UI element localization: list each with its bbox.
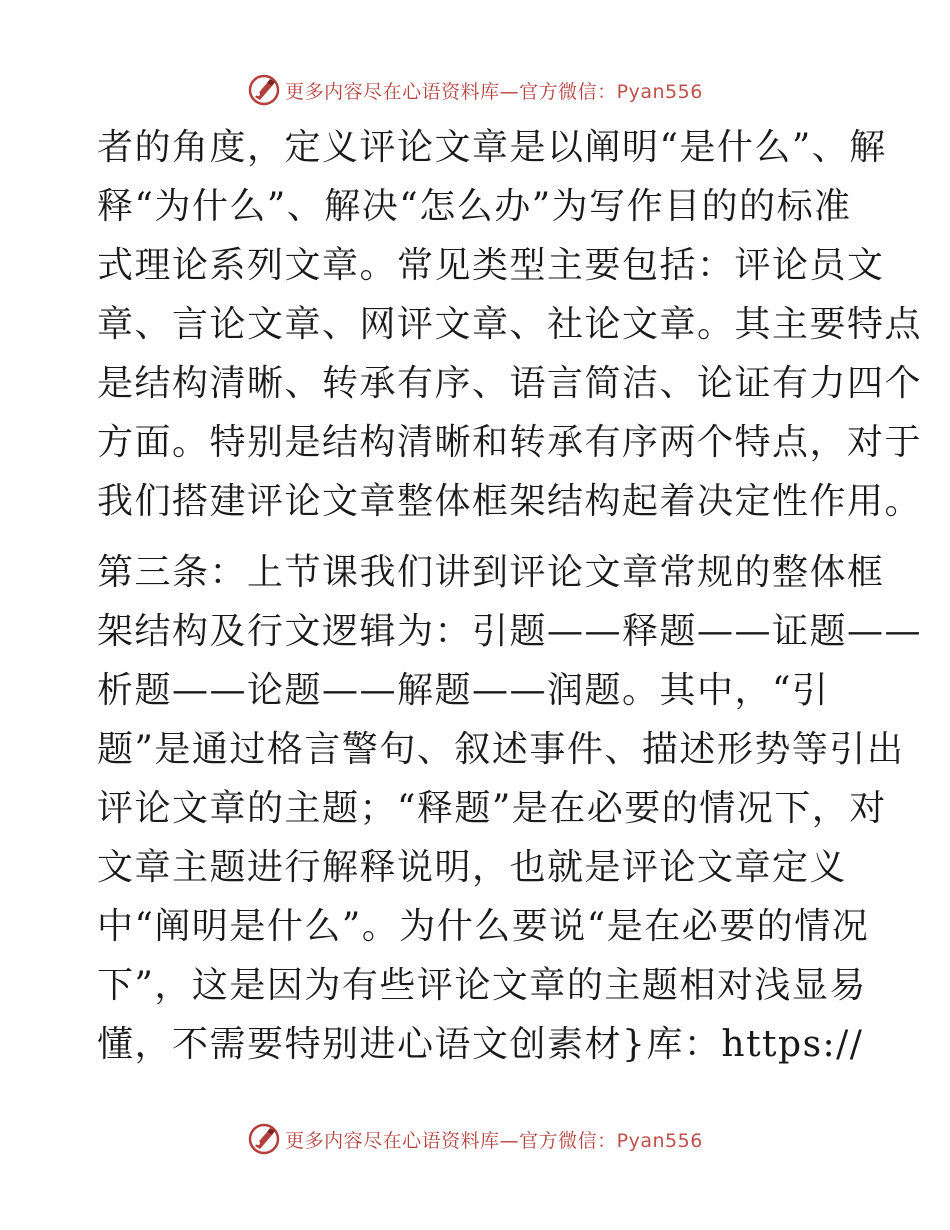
text-line: 章、言论文章、网评文章、社论文章。其主要特点 <box>97 304 923 345</box>
text-line: 我们搭建评论文章整体框架结构起着决定性作用。 <box>97 481 923 522</box>
paragraph-gap <box>97 531 857 543</box>
text-line: 评论文章的主题；“释题”是在必要的情况下，对 <box>97 788 887 829</box>
text-line: 释“为什么”、解决“怎么办”为写作目的的标准 <box>97 186 852 227</box>
text-line: 式理论系列文章。常见类型主要包括：评论员文 <box>97 245 885 286</box>
header-banner <box>0 70 950 110</box>
banner-wechat-id: Pyan556 <box>616 1129 703 1152</box>
text-line: 是结构清晰、转承有序、语言简洁、论证有力四个 <box>97 363 923 404</box>
text-line: 中“阐明是什么”。为什么要说“是在必要的情况 <box>97 906 870 947</box>
text-line: 题”是通过格言警句、叙述事件、描述形势等引出 <box>97 729 905 770</box>
banner-main-text: 更多内容尽在心语资料库—官方微信： <box>285 80 617 103</box>
text-line: 文章主题进行解释说明，也就是评论文章定义 <box>97 847 848 888</box>
pen-nib-logo-icon <box>247 1122 281 1156</box>
paragraph-2 <box>97 543 923 1074</box>
text-line: 架结构及行文逻辑为：引题——释题——证题—— <box>97 611 923 652</box>
banner-text <box>285 77 703 104</box>
text-line: 懂，不需要特别进心语文创素材}库：https:// <box>97 1024 864 1065</box>
text-line: 下”，这是因为有些评论文章的主题相对浅显易 <box>97 965 867 1006</box>
banner-text <box>285 1126 703 1153</box>
text-line: 第三条：上节课我们讲到评论文章常规的整体框 <box>97 552 885 593</box>
pen-nib-logo-icon <box>247 73 281 107</box>
text-line: 析题——论题——解题——润题。其中，“引 <box>97 670 830 711</box>
document-body <box>97 118 923 1074</box>
paragraph-1 <box>97 118 923 531</box>
text-line: 者的角度，定义评论文章是以阐明“是什么”、解 <box>97 127 887 168</box>
banner-main-text: 更多内容尽在心语资料库—官方微信： <box>285 1129 617 1152</box>
banner-wechat-id: Pyan556 <box>616 80 703 103</box>
footer-banner <box>0 1119 950 1159</box>
text-line: 方面。特别是结构清晰和转承有序两个特点，对于 <box>97 422 923 463</box>
